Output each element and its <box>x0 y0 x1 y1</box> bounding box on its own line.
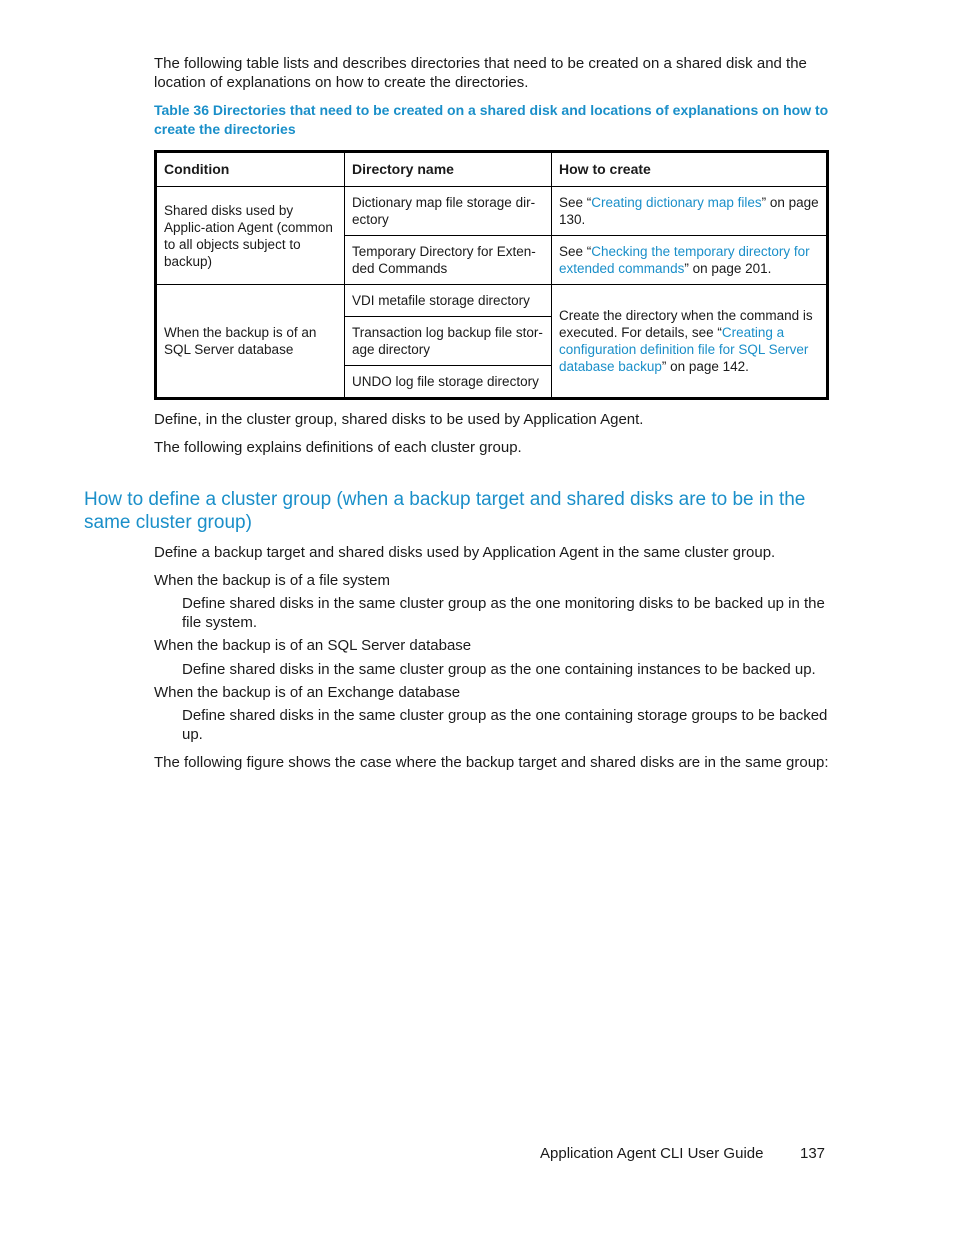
paragraph: The following explains definitions of each cluster group. <box>154 439 522 456</box>
directory-cell: VDI metafile storage directory <box>345 285 552 317</box>
table-row <box>156 285 828 317</box>
section-heading: How to define a cluster group (when a backup target and shared disks are to be in the same cluster group) <box>84 489 806 533</box>
paragraph: Define, in the cluster group, shared disks to be used by Application Agent. <box>154 411 644 428</box>
condition-cell: When the backup is of an SQL Server database <box>156 285 345 399</box>
footer-title: Application Agent CLI User Guide <box>540 1145 764 1162</box>
header-how-to-create: How to create <box>552 152 828 187</box>
paragraph: Define a backup target and shared disks used by Application Agent in the same cluster group. <box>154 544 776 561</box>
table-header-row <box>156 152 828 187</box>
term-description: Define shared disks in the same cluster group as the one monitoring disks to be backed up in the file system. <box>182 595 825 631</box>
header-condition: Condition <box>156 152 345 187</box>
term-description: Define shared disks in the same cluster group as the one containing storage groups to be backed up. <box>182 707 828 743</box>
how-to-create-cell: See “Checking the temporary directory for extended commands” on page 201. <box>552 236 828 285</box>
directory-cell: Dictionary map file storage dir-ectory <box>345 187 552 236</box>
how-to-create-cell: Create the directory when the command is executed. For details, see “Creating a configuration definition file for SQL Server database backup” on page 142. <box>552 285 828 399</box>
term-description: Define shared disks in the same cluster group as the one containing instances to be backed up. <box>182 661 816 678</box>
condition-cell: Shared disks used by Applic-ation Agent (common to all objects subject to backup) <box>156 187 345 285</box>
page-number: 137 <box>800 1145 826 1162</box>
header-directory-name: Directory name <box>345 152 552 187</box>
term-label: When the backup is of an Exchange database <box>154 684 461 701</box>
directories-table <box>154 150 829 400</box>
term-label: When the backup is of an SQL Server database <box>154 637 472 654</box>
term-label: When the backup is of a file system <box>154 572 390 589</box>
table-row <box>156 187 828 236</box>
intro-paragraph: The following table lists and describes directories that need to be created on a shared disk and the location of explanations on how to create the directories. <box>154 55 807 91</box>
cross-reference-link[interactable]: Creating a configuration definition file for SQL Server database backup <box>559 325 809 374</box>
table-caption: Table 36 Directories that need to be created on a shared disk and locations of explanations on how to create the directories <box>154 102 829 137</box>
cross-reference-link[interactable]: Checking the temporary directory for extended commands <box>559 244 810 276</box>
cross-reference-link[interactable]: Creating dictionary map files <box>591 195 762 210</box>
how-to-create-cell: See “Creating dictionary map files” on page 130. <box>552 187 828 236</box>
directory-cell: Transaction log backup file stor-age directory <box>345 317 552 366</box>
paragraph: The following figure shows the case where the backup target and shared disks are in the same group: <box>154 754 829 771</box>
directory-cell: Temporary Directory for Exten-ded Commands <box>345 236 552 285</box>
directory-cell: UNDO log file storage directory <box>345 366 552 399</box>
